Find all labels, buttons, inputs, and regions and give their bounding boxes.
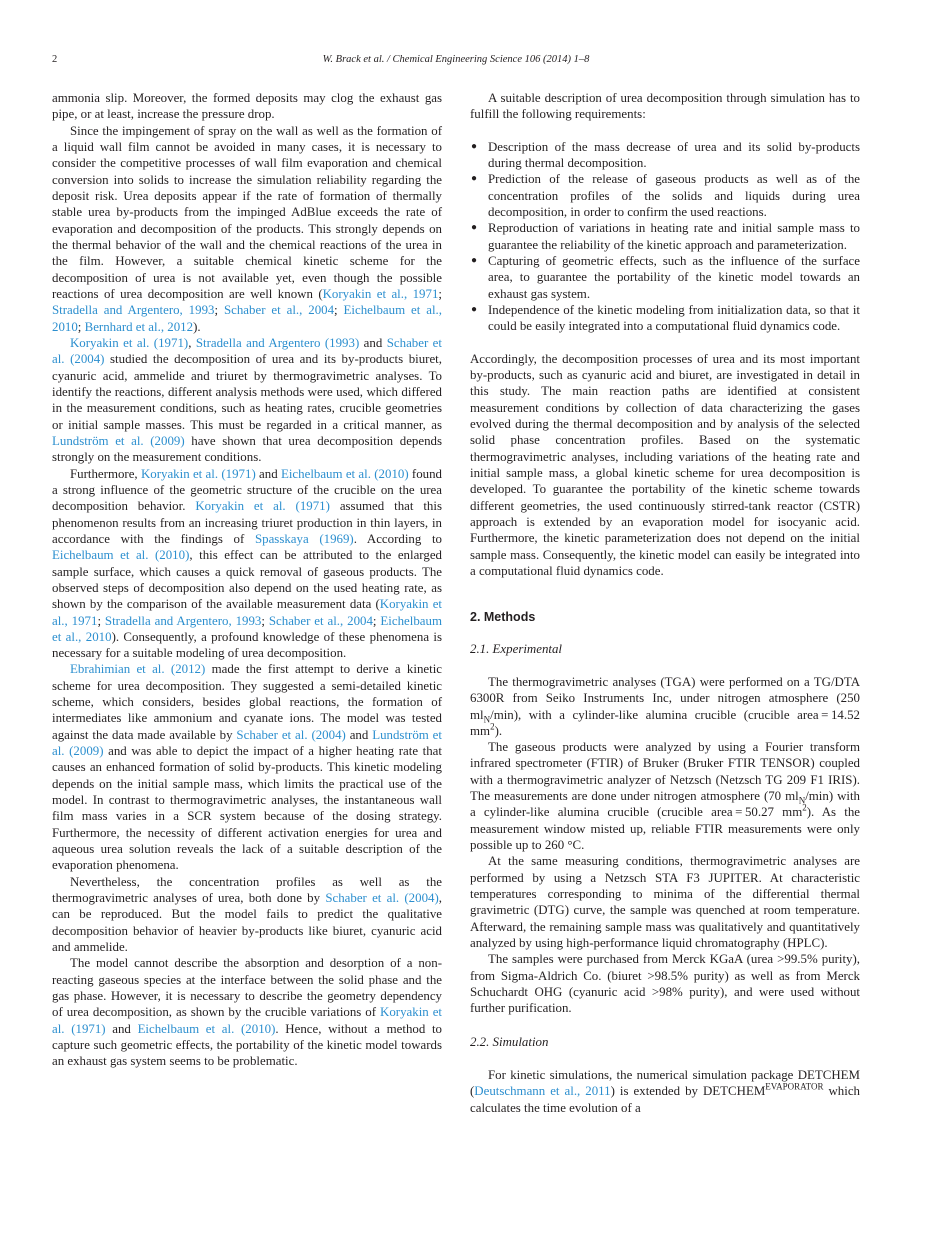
list-item: ● Independence of the kinetic modeling from initialization data, so that it could be easily integrated into a computational fluid dynamics code. xyxy=(470,302,860,335)
paragraph-detchem: For kinetic simulations, the numerical simulation package DETCHEM (Deutschmann et al., 2011) is extended by $DETCHEM^{EVAPORATOR}$ which calculates the time evolution of a xyxy=(470,1068,860,1115)
paragraph-ebrahimian-model: Ebrahimian et al. (2012) made the first attempt to derive a kinetic scheme for urea decomposition. They suggested a semi-detailed kinetic scheme, which considers, besides global reactions, the formation of intermediates like ammonium and cyanate ions. The model was tested against the data made available by Schaber et al. (2004) and Lundström et al. (2009) and was able to depict the impact of a higher heating rate that causes an enhanced formation of solid by-products. This kinetic modeling depends on the initial sample mass, which limits the practical use of the model. In contrast to thermogravimetric analyses, the instantaneous wall film mass varies in a SCR system because of the dosing strategy. Furthermore, the necessity of different activation energies for urea and aqueous urea solution reveals the lack of a suitable description of the evaporation phenomena. xyxy=(52,662,442,873)
paragraph-crucible-geometry: Furthermore, Koryakin et al. (1971) and Eichelbaum et al. (2010) found a strong influence of the geometric structure of the crucible on the urea decomposition behavior. Koryakin et al. (1971) assumed that this phenomenon results from an increasing triuret production in thin layers, in accordance with the findings of Spasskaya (1969). According to Eichelbaum et al. (2010), this effect can be attributed to the enlarged sample surface, which causes a quick removal of gaseous products. The observed steps of decomposition also depend on the used heating rate, as shown by the comparison of the available measurement data (Koryakin et al., 1971; Stradella and Argentero, 1993; Schaber et al., 2004; Eichelbaum et al., 2010). Consequently, a profound knowledge of these phenomena is necessary for a suitable modeling of urea decomposition. xyxy=(52,466,443,661)
paragraph-model-limitations: The model cannot describe the absorption and desorption of a non-reacting gaseous species at the interface between the solid phase and the gas phase. However, it is necessary to describe the geometry dependency of urea decomposition, as shown by the crucible variations of Koryakin et al. (1971) and Eichelbaum et al. (2010). Hence, without a method to capture such geometric effects, the portability of the kinetic model towards an exhaust gas system seems to be problematic. xyxy=(52,956,443,1069)
citation-link[interactable]: Koryakin et al., 1971 xyxy=(52,597,442,628)
citation-link[interactable]: Koryakin et al. (1971) xyxy=(140,466,256,481)
paragraph-requirements-intro: A suitable description of urea decomposition through simulation has to fulfill the following requirements: xyxy=(470,91,860,122)
left-column xyxy=(52,90,442,1070)
paragraph-ftir-setup: The gaseous products were analyzed by using a Fourier transform infrared spectrometer (FTIR) of Bruker (Bruker FTIR TENSOR) coupled with a thermogravimetric analyzer of Netzsch (Netzsch TG 209 F1 IRIS). The measurements are done under nitrogen atmosphere (70 $ml_N/\min$) with a cylinder-like alumina crucible (crucible area = 50.27 $mm^2$). As the measurement window misted up, reliable FTIR measurements were only possible up to 260 °C. xyxy=(470,740,860,853)
paragraph-concentration-profiles: Nevertheless, the concentration profiles as well as the thermogravimetric analyses of urea, both done by Schaber et al. (2004), can be reproduced. But the model fails to predict the qualitative decomposition behavior of heavier by-products like biuret, cyanuric acid and ammelide. xyxy=(52,874,442,955)
citation-link[interactable]: Stradella and Argentero, 1993 xyxy=(52,303,215,318)
citation-link[interactable]: Eichelbaum et al. (2010) xyxy=(280,466,409,481)
subsection-heading-simulation: 2.2. Simulation xyxy=(470,1034,549,1049)
citation-link[interactable]: Schaber et al. (2004) xyxy=(325,891,439,906)
citation-link[interactable]: Lundström et al. (2009) xyxy=(52,433,185,448)
page-number: 2 xyxy=(52,54,58,65)
paragraph-sample-purity: The samples were purchased from Merck KGaA (urea >99.5% purity), from Sigma-Aldrich Co. (biuret >98.5% purity) as well as from Merck Schuchardt OHG (cyanuric acid >98% purity), and were used without further purification. xyxy=(470,952,860,1016)
page-header xyxy=(52,54,860,70)
section-heading-methods: 2. Methods xyxy=(470,610,536,625)
citation-link[interactable]: Koryakin et al. (1971) xyxy=(52,1005,443,1036)
paragraph-ammonia-slip: ammonia slip. Moreover, the formed deposits may clog the exhaust gas pipe, or at least, increase the pressure drop. xyxy=(52,91,442,122)
citation-link[interactable]: Stradella and Argentero (1993) xyxy=(195,335,360,350)
citation-link[interactable]: Schaber et al. (2004) xyxy=(236,727,346,742)
citation-link[interactable]: Ebrahimian et al. (2012) xyxy=(70,662,206,677)
list-item: ● Description of the mass decrease of urea and its solid by-products during thermal decomposition. xyxy=(470,139,860,172)
right-column xyxy=(470,90,860,1116)
citation-link[interactable]: Bernhard et al., 2012 xyxy=(84,319,194,334)
citation-link[interactable]: Lundström et al. (2009) xyxy=(52,727,442,759)
citation-link[interactable]: Schaber et al., 2004 xyxy=(223,303,335,318)
citation-link[interactable]: Spasskaya (1969) xyxy=(254,531,354,546)
citation-link[interactable]: Schaber et al. (2004) xyxy=(52,335,442,367)
citation-link[interactable]: Schaber et al., 2004 xyxy=(268,613,373,628)
paragraph-prior-studies: Koryakin et al. (1971), Stradella and Argentero (1993) and Schaber et al. (2004) studied the decomposition of urea and its by-products biuret, cyanuric acid, ammelide and triuret by thermogravimetric analyses. To identify the reactions, different analysis methods were used, which differed in the measurement conditions, such as heating rates, crucible geometries or initial sample masses. This must be regarded in a critical manner, as Lundström et al. (2009) have shown that urea decomposition depends strongly on the measurement conditions. xyxy=(52,335,442,465)
citation-link[interactable]: Eichelbaum et al., 2010 xyxy=(52,303,442,334)
list-item: ● Prediction of the release of gaseous products as well as of the concentration profiles of the solids and liquids during urea decomposition, in order to confirm the used reactions. xyxy=(470,171,860,220)
paragraph-study-overview: Accordingly, the decomposition processes of urea and its most important by-products, such as cyanuric acid and biuret, are investigated in detail in this study. The main reaction paths are identified at consistent measurement conditions by collection of data characterizing the gases evolved during the thermal decomposition and by analysis of the selected solid phase concentration profiles. Based on the systematic thermogravimetric analyses, including variations of the heating rate and initial sample mass, a global kinetic scheme for urea decomposition is developed. To guarantee the portability of the kinetic scheme towards different geometries, the used continuously stirred-tank reactor (CSTR) approach is extended by an evaporation model for isocyanic acid. Furthermore, the kinetic parameterization does not depend on the initial sample mass. Consequently, the kinetic model can easily be integrated into a computational fluid dynamics code. xyxy=(470,351,860,578)
citation-link[interactable]: Eichelbaum et al. (2010) xyxy=(137,1021,276,1036)
citation-link[interactable]: Koryakin et al. (1971) xyxy=(70,335,189,350)
list-item: ● Reproduction of variations in heating rate and initial sample mass to guarantee the reliability of the kinetic approach and parameterization. xyxy=(470,220,860,253)
paragraph-wall-film: Since the impingement of spray on the wall as well as the formation of a liquid wall film cannot be avoided in many cases, it is necessary to consider the competitive processes of wall film evaporation and chemical conversion into solids to increase the simulation reliability regarding the deposit risk. Urea deposits appear if the rate of formation of thermally stable urea by-products from the impinged AdBlue exceeds the rate of evaporation and decomposition of the products. This strongly depends on the thermal behavior of the wall and the chemical reactions of the urea in the film. However, a suitable chemical kinetic scheme for the decomposition of urea is not available yet, even though the possible reactions of urea decomposition are well known (Koryakin et al., 1971; Stradella and Argentero, 1993; Schaber et al., 2004; Eichelbaum et al., 2010; Bernhard et al., 2012). xyxy=(52,123,442,334)
citation-link[interactable]: Eichelbaum et al. (2010) xyxy=(52,548,190,563)
paragraph-tga-setup: The thermogravimetric analyses (TGA) were performed on a TG/DTA 6300R from Seiko Instruments Inc, under nitrogen atmosphere (250 $ml_N/\min$), with a cylinder-like alumina crucible (crucible area = 14.52 $mm^2$). xyxy=(470,674,860,738)
requirements-list xyxy=(470,139,860,335)
paragraph-hplc-analysis: At the same measuring conditions, thermogravimetric analyses are performed by using a Netzsch STA F3 JUPITER. At characteristic temperatures corresponding to minima of the differential thermal gravimetric (DTG) curve, the sample was quenched at room temperature. Afterward, the remaining sample mass was qualitatively and quantitatively analyzed by using high-performance liquid chromatography (HPLC). xyxy=(470,854,860,951)
list-item: ● Capturing of geometric effects, such as the influence of the surface area, to guarantee the portability of the kinetic model towards an exhaust gas system. xyxy=(470,253,860,302)
citation-link[interactable]: Stradella and Argentero, 1993 xyxy=(104,613,262,628)
spacer xyxy=(470,1017,860,1034)
citation-link[interactable]: Koryakin et al. (1971) xyxy=(195,499,330,514)
subsection-heading-experimental: 2.1. Experimental xyxy=(470,641,563,656)
citation-link[interactable]: Koryakin et al., 1971 xyxy=(322,286,439,301)
citation-link[interactable]: Eichelbaum et al., 2010 xyxy=(52,613,442,644)
running-head: W. Brack et al. / Chemical Engineering Science 106 (2014) 1–8 xyxy=(322,54,590,65)
citation-link[interactable]: Deutschmann et al., 2011 xyxy=(474,1084,611,1099)
